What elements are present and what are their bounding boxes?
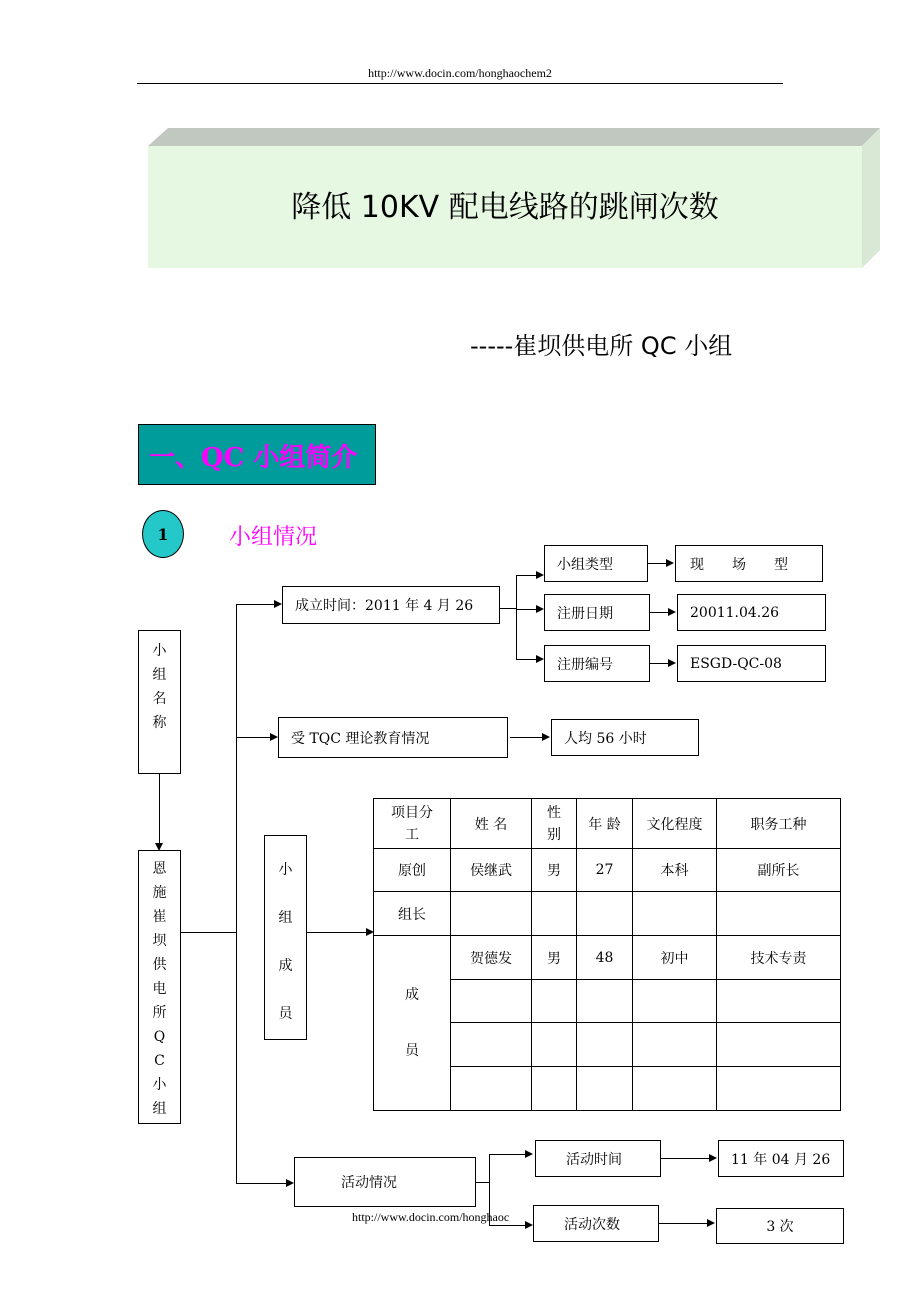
connector	[489, 1154, 527, 1155]
table-header: 年 龄	[577, 799, 633, 849]
header-url[interactable]: http://www.docin.com/honghaochem2	[368, 66, 552, 80]
table-cell: 贺德发	[451, 936, 532, 980]
connector	[510, 737, 544, 738]
trunk-line	[236, 604, 237, 1184]
group-full-name-box	[138, 850, 181, 1124]
tqc-value: 人均 56 小时	[564, 730, 647, 747]
table-cell: 27	[577, 849, 633, 892]
table-cell	[451, 892, 532, 936]
table-cell: 原创	[374, 849, 451, 892]
connector	[159, 774, 160, 844]
table-cell	[451, 980, 532, 1023]
reg-date-label: 注册日期	[557, 605, 613, 622]
table-cell-role	[374, 936, 451, 1111]
connector	[516, 609, 538, 610]
table-cell	[577, 980, 633, 1023]
activity-time-value-box	[718, 1140, 844, 1177]
table-row	[374, 892, 841, 936]
group-name-char: 小	[152, 643, 167, 659]
page-title: 降低 10KV 配电线路的跳闸次数	[291, 190, 719, 225]
group-name-char: 名	[152, 691, 167, 707]
table-cell	[451, 1067, 532, 1111]
arrow-right-icon	[668, 608, 676, 616]
reg-date-label-box	[544, 594, 650, 631]
group-name-char: 称	[152, 715, 167, 731]
table-cell	[717, 1023, 841, 1067]
table-cell	[577, 1023, 633, 1067]
arrow-right-icon	[709, 1154, 717, 1162]
table-row	[374, 849, 841, 892]
table-cell: 组长	[374, 892, 451, 936]
arrow-right-icon	[707, 1219, 715, 1227]
sub-header-label: 小组情况	[229, 525, 318, 550]
group-type-label-box	[544, 545, 648, 582]
group-full-name-char: 恩	[152, 861, 167, 877]
table-cell	[633, 892, 717, 936]
connector	[500, 608, 517, 609]
activity-count-value-box	[716, 1208, 844, 1244]
group-full-name-char: 崔	[152, 909, 167, 925]
tqc-box	[278, 717, 508, 758]
founded-label: 成立时间：2011 年 4 月 26	[295, 598, 474, 614]
group-type-value-box	[675, 545, 823, 582]
arrow-right-icon	[274, 600, 282, 608]
tqc-label: 受 TQC 理论教育情况	[291, 730, 430, 747]
table-cell: 男	[532, 936, 577, 980]
activity-box	[294, 1157, 476, 1207]
table-cell	[633, 1067, 717, 1111]
page-subtitle: -----崔坝供电所 QC 小组	[470, 332, 733, 360]
group-full-name-char: 供	[152, 957, 167, 973]
connector	[236, 1183, 288, 1184]
connector	[650, 612, 670, 613]
arrow-right-icon	[536, 571, 544, 579]
connector	[236, 604, 276, 605]
connector	[516, 575, 517, 659]
reg-no-value-box	[677, 645, 826, 682]
table-cell: 男	[532, 849, 577, 892]
reg-no-value: ESGD-QC-08	[690, 655, 782, 672]
table-cell: 副所长	[717, 849, 841, 892]
table-cell	[532, 980, 577, 1023]
table-cell: 初中	[633, 936, 717, 980]
table-cell	[577, 892, 633, 936]
table-header: 姓 名	[451, 799, 532, 849]
connector	[650, 663, 670, 664]
table-cell	[532, 1067, 577, 1111]
arrow-right-icon	[542, 733, 550, 741]
connector	[516, 659, 538, 660]
founded-box	[282, 586, 500, 624]
reg-date-value: 20011.04.26	[690, 604, 780, 621]
header-rule	[137, 83, 783, 84]
reg-no-label: 注册编号	[557, 656, 613, 673]
section-header	[138, 424, 376, 485]
reg-date-value-box	[677, 594, 826, 631]
group-full-name-char: 施	[152, 885, 167, 901]
table-cell: 本科	[633, 849, 717, 892]
group-type-label: 小组类型	[557, 556, 613, 573]
number-circle	[142, 510, 184, 558]
role-char: 员	[405, 1043, 419, 1059]
group-type-value: 现 场 型	[690, 556, 788, 573]
members-char: 成	[278, 958, 293, 974]
footer-url[interactable]: http://www.docin.com/honghaoc	[352, 1210, 510, 1224]
members-table	[373, 798, 841, 1111]
activity-count-label: 活动次数	[564, 1216, 620, 1233]
table-row	[374, 936, 841, 980]
connector	[648, 563, 668, 564]
members-char: 小	[278, 862, 293, 878]
group-full-name-char: 所	[152, 1005, 167, 1021]
reg-no-label-box	[544, 645, 650, 682]
table-cell	[532, 1023, 577, 1067]
connector	[181, 932, 237, 933]
table-cell	[633, 1023, 717, 1067]
role-char: 成	[405, 987, 419, 1003]
number-circle-label: 1	[157, 524, 169, 544]
group-full-name-char: 小	[152, 1077, 167, 1093]
group-full-name-char: 坝	[152, 933, 167, 949]
group-name-char: 组	[152, 667, 167, 683]
members-box	[264, 835, 307, 1040]
connector	[489, 1225, 527, 1226]
connector	[476, 1182, 490, 1183]
table-cell	[717, 1067, 841, 1111]
activity-time-value: 11 年 04 月 26	[731, 1151, 831, 1168]
table-header: 职务工种	[717, 799, 841, 849]
activity-count-value: 3 次	[766, 1219, 794, 1235]
activity-time-label: 活动时间	[566, 1151, 622, 1168]
table-header: 项目分工	[374, 799, 451, 849]
tqc-value-box	[551, 719, 699, 756]
arrow-right-icon	[270, 733, 278, 741]
table-cell	[717, 980, 841, 1023]
table-header: 性别	[532, 799, 577, 849]
group-full-name-char: 电	[152, 981, 167, 997]
arrow-right-icon	[525, 1150, 533, 1158]
table-cell: 侯继武	[451, 849, 532, 892]
group-full-name-char: C	[154, 1053, 165, 1069]
connector	[307, 932, 367, 933]
members-char: 组	[278, 910, 293, 926]
arrow-right-icon	[536, 655, 544, 663]
table-cell	[717, 892, 841, 936]
connector	[659, 1223, 709, 1224]
section-header-label: 一、QC 小组简介	[149, 443, 358, 473]
arrow-right-icon	[666, 559, 674, 567]
activity-time-label-box	[535, 1140, 661, 1177]
table-cell	[451, 1023, 532, 1067]
group-full-name-char: Q	[153, 1029, 166, 1045]
group-full-name-char: 组	[152, 1101, 167, 1117]
arrow-right-icon	[286, 1179, 294, 1187]
connector	[236, 737, 272, 738]
connector	[661, 1158, 711, 1159]
connector	[516, 575, 538, 576]
activity-count-label-box	[533, 1205, 659, 1242]
table-cell	[577, 1067, 633, 1111]
activity-label: 活动情况	[341, 1175, 397, 1191]
group-name-box	[138, 630, 181, 774]
table-cell: 48	[577, 936, 633, 980]
arrow-right-icon	[536, 605, 544, 613]
members-char: 员	[278, 1006, 293, 1022]
arrow-right-icon	[668, 659, 676, 667]
table-cell: 技术专责	[717, 936, 841, 980]
table-cell	[532, 892, 577, 936]
table-header: 文化程度	[633, 799, 717, 849]
table-cell	[633, 980, 717, 1023]
